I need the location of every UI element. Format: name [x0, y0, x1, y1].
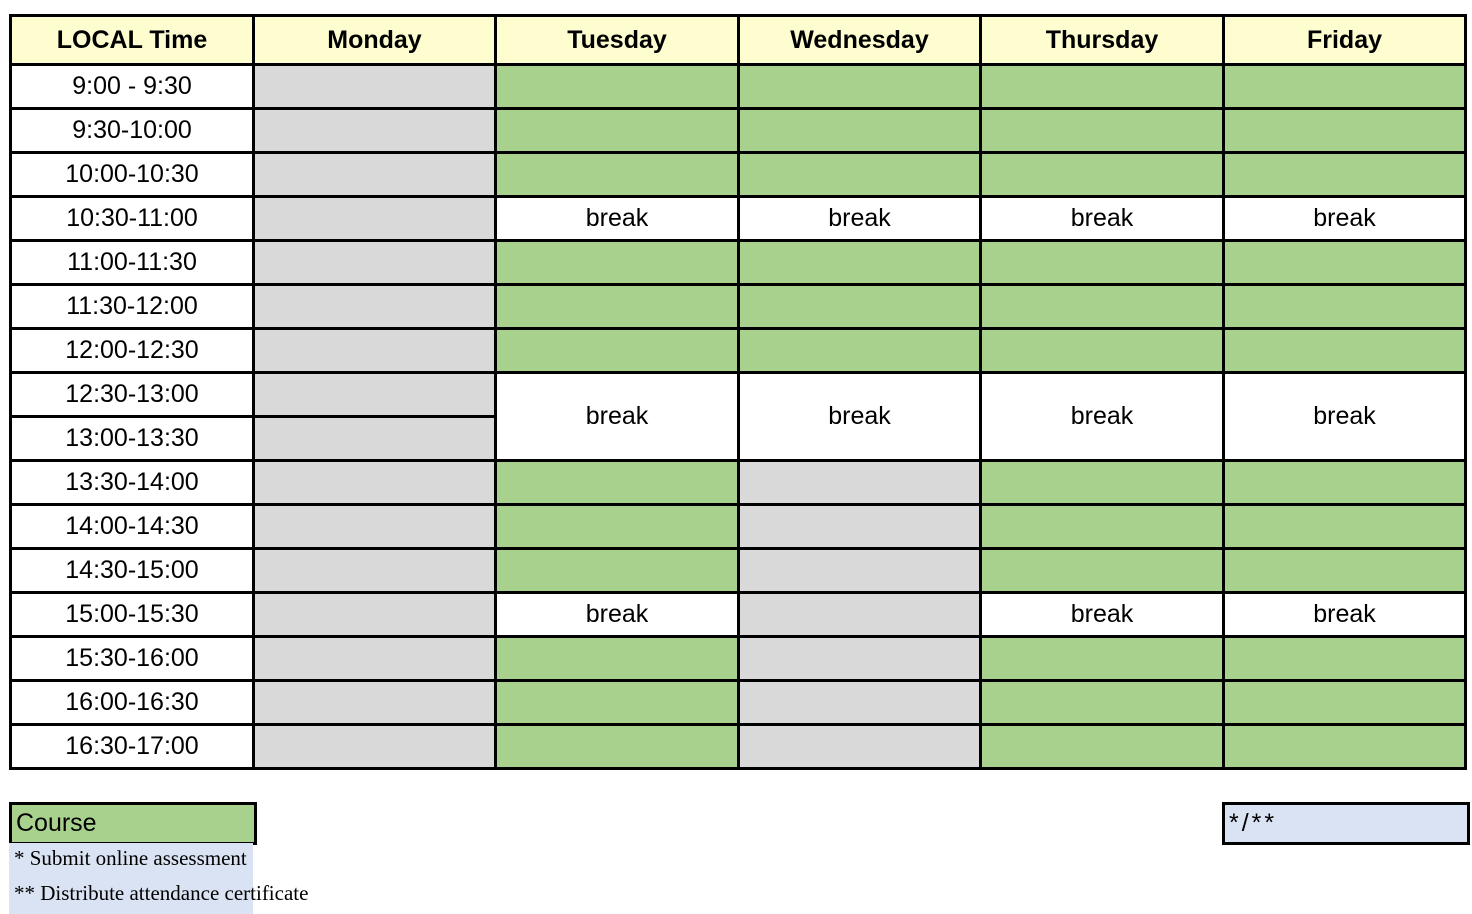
free-cell	[739, 461, 981, 505]
time-slot: 9:30-10:00	[11, 109, 254, 153]
table-row	[11, 461, 1466, 505]
course-cell	[981, 461, 1224, 505]
free-cell	[254, 329, 496, 373]
course-cell	[496, 329, 739, 373]
header-row	[11, 16, 1466, 65]
table-row	[11, 549, 1466, 593]
legend-course: Course	[9, 802, 257, 845]
time-slot: 11:30-12:00	[11, 285, 254, 329]
break-cell: break	[1224, 593, 1466, 637]
time-slot: 13:00-13:30	[11, 417, 254, 461]
course-cell	[496, 461, 739, 505]
table-row	[11, 593, 1466, 637]
header-monday: Monday	[254, 16, 496, 65]
course-cell	[739, 241, 981, 285]
free-cell	[739, 681, 981, 725]
course-cell	[981, 65, 1224, 109]
free-cell	[254, 417, 496, 461]
header-friday: Friday	[1224, 16, 1466, 65]
course-cell	[1224, 153, 1466, 197]
free-cell	[254, 637, 496, 681]
course-cell	[981, 109, 1224, 153]
header-tuesday: Tuesday	[496, 16, 739, 65]
time-slot: 14:30-15:00	[11, 549, 254, 593]
table-row	[11, 241, 1466, 285]
free-cell	[254, 197, 496, 241]
break-cell: break	[981, 593, 1224, 637]
course-cell	[981, 681, 1224, 725]
header-wednesday: Wednesday	[739, 16, 981, 65]
course-cell	[981, 153, 1224, 197]
course-cell	[1224, 65, 1466, 109]
course-cell	[981, 329, 1224, 373]
time-slot: 12:30-13:00	[11, 373, 254, 417]
table-row	[11, 109, 1466, 153]
course-cell	[496, 681, 739, 725]
free-cell	[254, 593, 496, 637]
free-cell	[739, 505, 981, 549]
time-slot: 14:00-14:30	[11, 505, 254, 549]
course-cell	[1224, 461, 1466, 505]
course-cell	[496, 109, 739, 153]
free-cell	[254, 725, 496, 769]
time-slot: 10:30-11:00	[11, 197, 254, 241]
course-cell	[1224, 109, 1466, 153]
course-cell	[496, 285, 739, 329]
header-local-time: LOCAL Time	[11, 16, 254, 65]
time-slot: 15:30-16:00	[11, 637, 254, 681]
course-cell	[739, 329, 981, 373]
time-slot: 11:00-11:30	[11, 241, 254, 285]
course-cell	[981, 285, 1224, 329]
free-cell	[254, 153, 496, 197]
free-cell	[254, 373, 496, 417]
table-row	[11, 681, 1466, 725]
table-row	[11, 329, 1466, 373]
time-slot: 12:00-12:30	[11, 329, 254, 373]
course-cell	[496, 549, 739, 593]
free-cell	[739, 637, 981, 681]
course-cell	[981, 637, 1224, 681]
course-cell	[1224, 725, 1466, 769]
time-slot: 9:00 - 9:30	[11, 65, 254, 109]
table-row	[11, 197, 1466, 241]
course-cell	[739, 153, 981, 197]
course-cell	[1224, 681, 1466, 725]
free-cell	[254, 549, 496, 593]
course-cell	[496, 241, 739, 285]
time-slot: 16:00-16:30	[11, 681, 254, 725]
course-cell	[496, 637, 739, 681]
course-cell	[739, 65, 981, 109]
course-cell	[981, 505, 1224, 549]
course-cell	[739, 285, 981, 329]
schedule-table	[9, 14, 1467, 770]
course-cell	[1224, 329, 1466, 373]
course-cell	[496, 505, 739, 549]
free-cell	[254, 109, 496, 153]
table-row	[11, 725, 1466, 769]
break-cell: break	[981, 373, 1224, 461]
break-cell: break	[1224, 373, 1466, 461]
table-row	[11, 65, 1466, 109]
table-row	[11, 153, 1466, 197]
table-row	[11, 505, 1466, 549]
course-cell	[496, 153, 739, 197]
break-cell: break	[496, 593, 739, 637]
free-cell	[739, 725, 981, 769]
time-slot: 15:00-15:30	[11, 593, 254, 637]
table-row	[11, 373, 1466, 417]
free-cell	[254, 65, 496, 109]
course-cell	[1224, 505, 1466, 549]
course-cell	[981, 725, 1224, 769]
free-cell	[254, 241, 496, 285]
break-cell: break	[739, 373, 981, 461]
free-cell	[254, 461, 496, 505]
free-cell	[739, 549, 981, 593]
time-slot: 13:30-14:00	[11, 461, 254, 505]
course-cell	[981, 241, 1224, 285]
note-assessment: * Submit online assessment	[14, 846, 247, 870]
free-cell	[254, 681, 496, 725]
header-thursday: Thursday	[981, 16, 1224, 65]
table-row	[11, 285, 1466, 329]
course-cell	[1224, 285, 1466, 329]
free-cell	[739, 593, 981, 637]
break-cell: break	[496, 197, 739, 241]
break-cell: break	[496, 373, 739, 461]
course-cell	[1224, 549, 1466, 593]
free-cell	[254, 505, 496, 549]
break-cell: break	[981, 197, 1224, 241]
legend-marker: */**	[1222, 802, 1470, 845]
course-cell	[739, 109, 981, 153]
course-cell	[1224, 241, 1466, 285]
time-slot: 16:30-17:00	[11, 725, 254, 769]
break-cell: break	[1224, 197, 1466, 241]
table-row	[11, 637, 1466, 681]
course-cell	[496, 725, 739, 769]
note-certificate: ** Distribute attendance certificate	[14, 881, 309, 905]
course-cell	[496, 65, 739, 109]
course-cell	[1224, 637, 1466, 681]
course-cell	[981, 549, 1224, 593]
free-cell	[254, 285, 496, 329]
break-cell: break	[739, 197, 981, 241]
time-slot: 10:00-10:30	[11, 153, 254, 197]
